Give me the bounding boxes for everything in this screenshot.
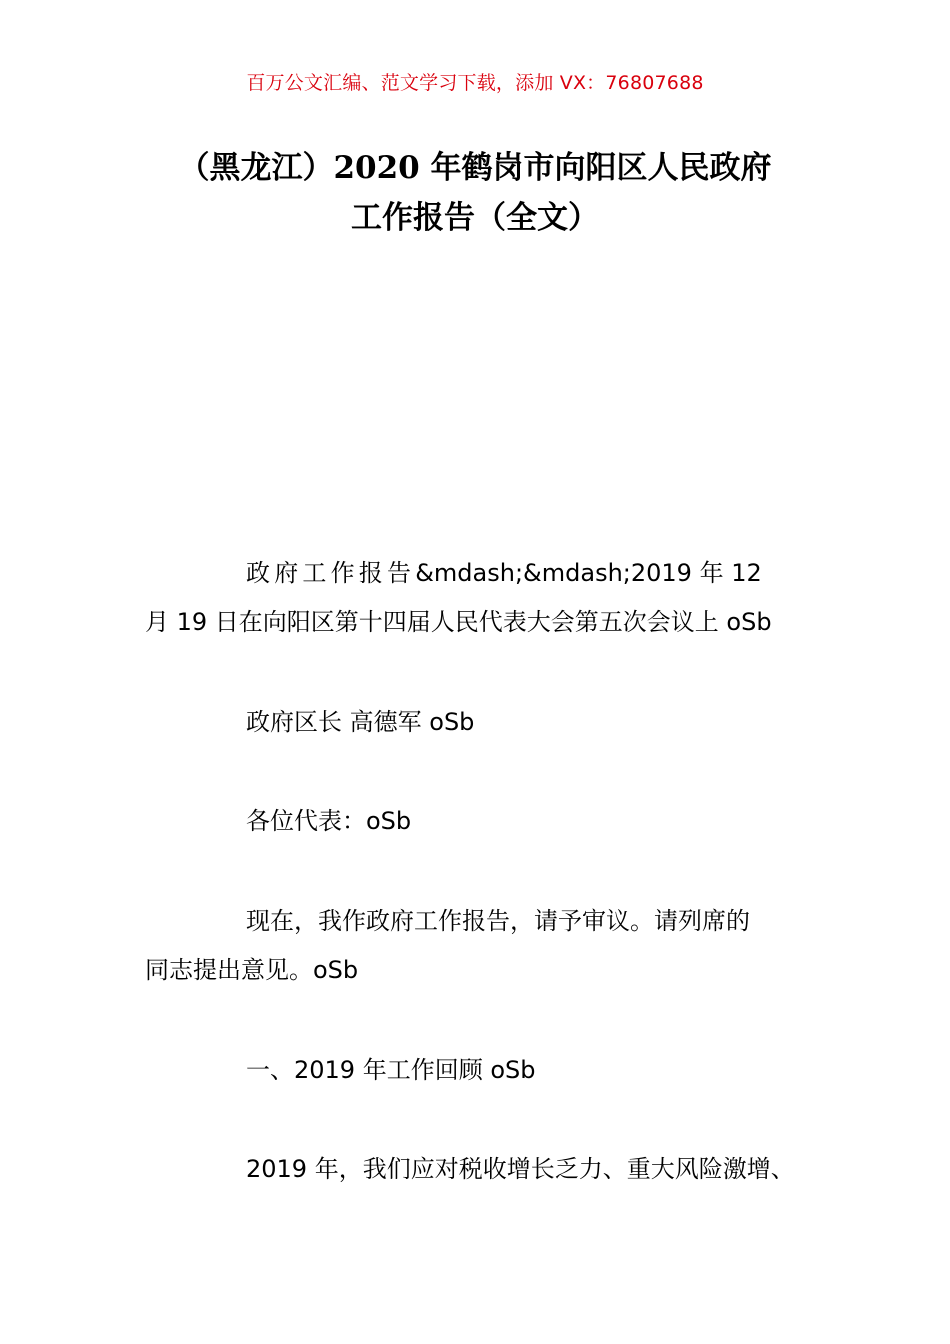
intro-paragraph-line-2: 同志提出意见。oSb (145, 956, 359, 984)
document-title-line-2: 工作报告（全文） (351, 200, 599, 236)
section-heading: 一、2019 年工作回顾 oSb (246, 1056, 536, 1084)
speaker-line: 政府区长 高德军 oSb (246, 708, 475, 736)
report-subtitle-line-1 (246, 561, 806, 585)
review-paragraph-line-1: 2019 年，我们应对税收增长乏力、重大风险激增、 (246, 1155, 795, 1183)
report-subtitle-date: &mdash;&mdash;2019 年 12 (415, 559, 762, 587)
report-subtitle-prefix: 政府工作报告 (246, 559, 416, 587)
document-title-line-1: （黑龙江）2020 年鹤岗市向阳区人民政府 (178, 150, 772, 186)
header-note: 百万公文汇编、范文学习下载，添加 VX：76807688 (246, 72, 704, 94)
report-subtitle-line-2: 月 19 日在向阳区第十四届人民代表大会第五次会议上 oSb (145, 608, 772, 636)
salutation: 各位代表：oSb (246, 807, 412, 835)
intro-paragraph-line-1: 现在，我作政府工作报告，请予审议。请列席的 (246, 907, 750, 935)
